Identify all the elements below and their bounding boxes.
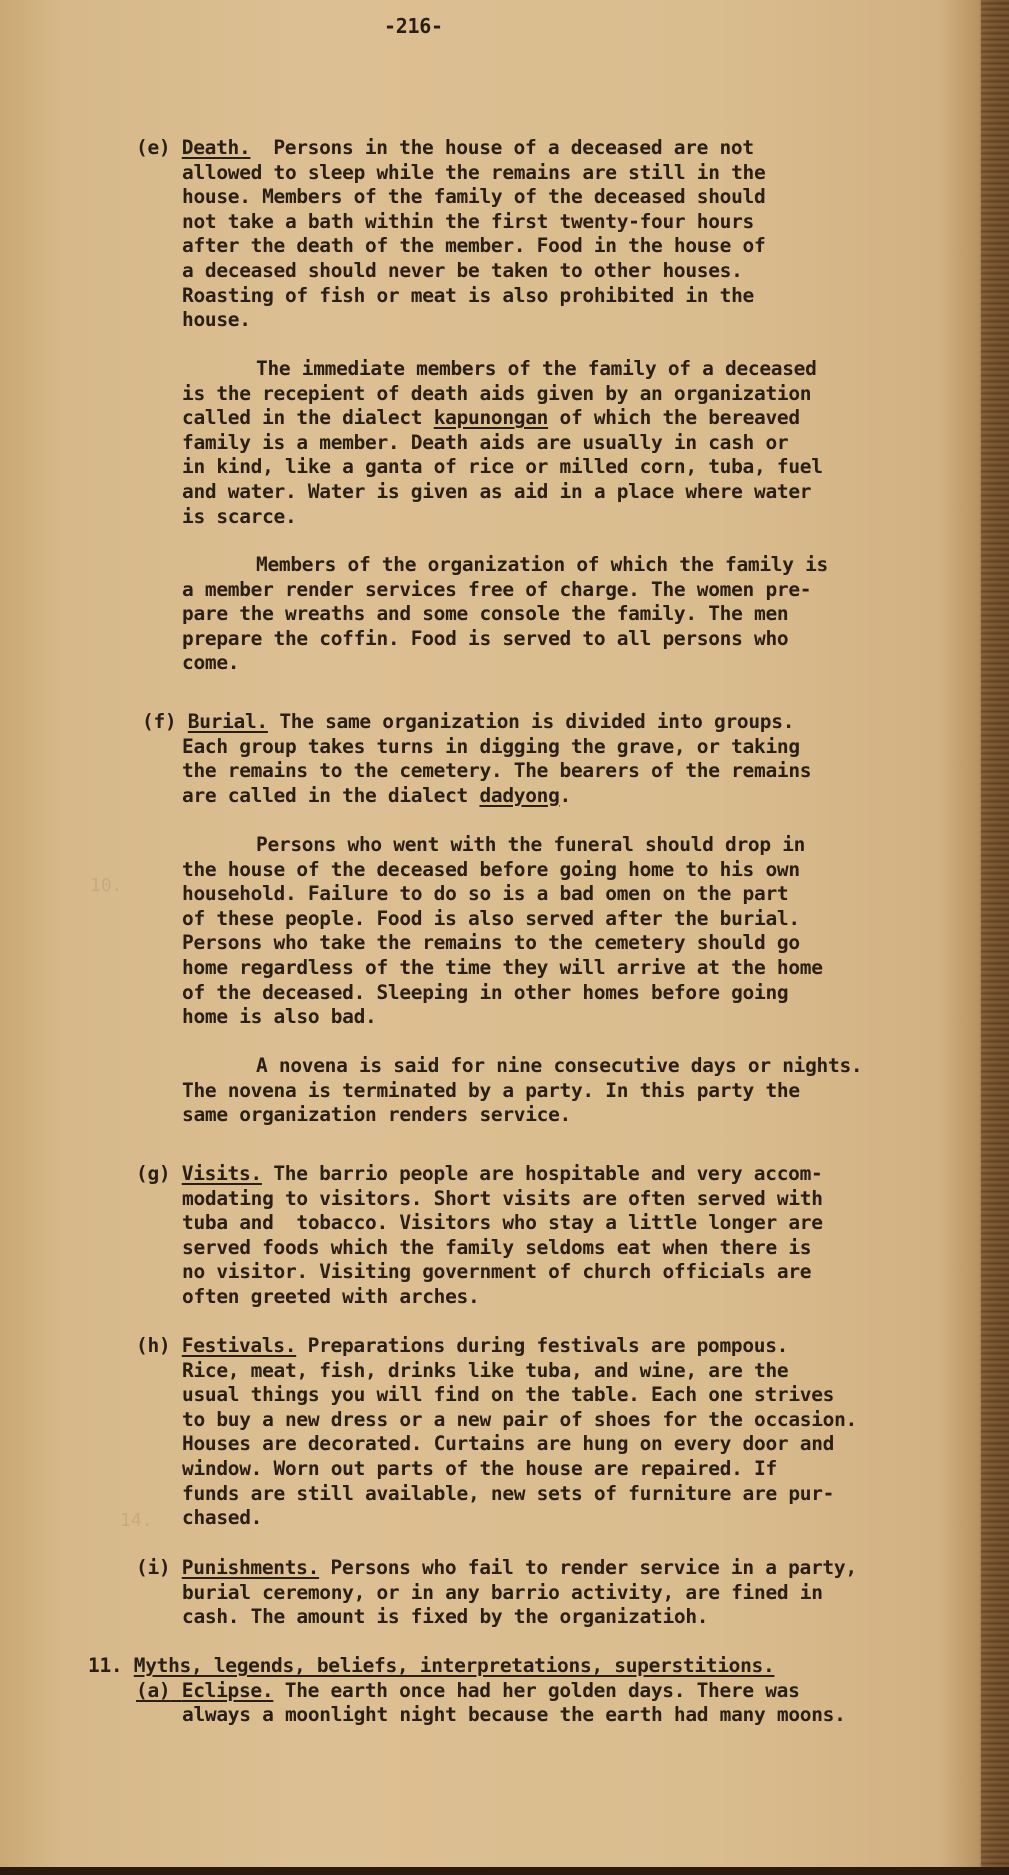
festivals-line-3: usual things you will find on the table. Each one strives	[182, 1383, 835, 1407]
eclipse-line-2: always a moonlight night because the earth had many moons.	[182, 1703, 846, 1727]
burial-para2-line-2: the house of the deceased before going home to his own	[182, 857, 800, 881]
burial-para2-line-5: Persons who take the remains to the cemetery should go	[182, 931, 800, 955]
death-line-0: Persons in the house of a deceased are not	[273, 136, 754, 159]
death-para3-line-5: come.	[182, 651, 240, 675]
visits-label: (g)	[136, 1162, 171, 1185]
death-para2-line-7: is scarce.	[182, 504, 297, 528]
death-para2-line-5: in kind, like a ganta of rice or milled corn, tuba, fuel	[182, 455, 823, 479]
festivals-first-line	[136, 1334, 788, 1359]
burial-para2-line-8: home is also bad.	[182, 1005, 377, 1029]
visits-line-1-rest: The barrio people are hospitable and very accom-	[273, 1162, 823, 1185]
eclipse-line-1-rest: The earth once had her golden days. There was	[284, 1678, 800, 1702]
death-line-2: house. Members of the family of the deceased should	[182, 185, 766, 209]
eclipse-heading: Eclipse.	[181, 1678, 274, 1702]
death-label: (e)	[136, 136, 171, 159]
visits-line-6: often greeted with arches.	[182, 1285, 480, 1308]
death-para3-line-3: pare the wreaths and some console the family. The men	[182, 602, 789, 626]
festivals-line-8: chased.	[182, 1506, 263, 1530]
death-line-6: Roasting of fish or meat is also prohibited in the	[182, 283, 755, 307]
festivals-line-2: Rice, meat, fish, drinks like tuba, and wine, are the	[182, 1358, 789, 1382]
burial-para3-line-2: The novena is terminated by a party. In this party the	[182, 1078, 800, 1102]
punishments-line-3: cash. The amount is fixed by the organizatioh.	[182, 1605, 709, 1629]
death-para2-line-3	[182, 406, 800, 431]
burial-line-1-rest: The same organization is divided into groups.	[279, 710, 795, 733]
death-para2-line-2: is the recepient of death aids given by an organization	[182, 381, 812, 405]
burial-line-4-pre: are called in the dialect	[182, 783, 480, 807]
burial-line-4-post: .	[559, 783, 571, 807]
festivals-line-5: Houses are decorated. Curtains are hung on every door and	[182, 1432, 835, 1456]
death-para2-line-4: family is a member. Death aids are usually in cash or	[182, 430, 789, 454]
page-number: -216-	[384, 14, 443, 38]
burial-first-line	[142, 710, 794, 735]
death-line-4: after the death of the member. Food in the house of	[182, 234, 766, 258]
burial-para2-line-3: household. Failure to do so is a bad omen on the part	[182, 882, 789, 906]
punishments-line-1-rest: Persons who fail to render service in a party,	[330, 1556, 857, 1579]
eclipse-label-heading	[136, 1679, 273, 1702]
bleed-through-mark: 10.	[90, 875, 123, 896]
punishments-heading: Punishments.	[181, 1556, 320, 1579]
burial-para2-line-1: Persons who went with the funeral should drop in	[256, 833, 806, 856]
death-para2-line-3-post: of which the bereaved	[548, 406, 800, 430]
punishments-first-line	[136, 1556, 857, 1581]
eclipse-label: (a)	[136, 1678, 171, 1702]
visits-line-3: tuba and tobacco. Visitors who stay a little longer are	[182, 1211, 823, 1235]
bleed-through-mark: 14.	[120, 1510, 153, 1531]
festivals-line-4: to buy a new dress or a new pair of shoes for the occasion.	[182, 1407, 857, 1431]
binding-spine	[981, 0, 1009, 1875]
festivals-label: (h)	[136, 1334, 171, 1357]
death-line-5: a deceased should never be taken to other houses.	[182, 259, 743, 282]
burial-line-3: the remains to the cemetery. The bearers of the remains	[182, 759, 812, 783]
myths-heading-line	[88, 1654, 774, 1679]
visits-line-4: served foods which the family seldoms eat when there is	[182, 1235, 812, 1259]
death-para3-line-4: prepare the coffin. Food is served to all persons who	[182, 626, 789, 650]
death-first-line	[136, 136, 754, 161]
festivals-heading: Festivals.	[181, 1334, 297, 1357]
punishments-label: (i)	[136, 1556, 171, 1579]
visits-first-line	[136, 1162, 822, 1187]
term-dadyong: dadyong	[479, 783, 560, 807]
death-line-3: not take a bath within the first twenty-four hours	[182, 209, 755, 233]
visits-line-5: no visitor. Visiting government of church officials are	[182, 1260, 812, 1284]
death-para2-line-3-pre: called in the dialect	[182, 406, 434, 430]
burial-line-2: Each group takes turns in digging the grave, or taking	[182, 734, 800, 758]
death-line-7: house.	[182, 308, 251, 332]
visits-heading: Visits.	[181, 1162, 262, 1185]
death-para3-line-1: Members of the organization of which the family is	[256, 553, 829, 576]
burial-label: (f)	[142, 710, 177, 733]
festivals-line-6: window. Worn out parts of the house are repaired. If	[182, 1457, 777, 1480]
term-kapunongan: kapunongan	[433, 406, 549, 430]
death-line-1: allowed to sleep while the remains are still in the	[182, 160, 766, 184]
festivals-line-1-rest: Preparations during festivals are pompous.	[307, 1334, 789, 1357]
burial-para3-line-1: A novena is said for nine consecutive days or nights.	[256, 1054, 863, 1077]
punishments-line-2: burial ceremony, or in any barrio activity, are fined in	[182, 1580, 823, 1604]
burial-heading: Burial.	[187, 710, 268, 733]
burial-para2-line-7: of the deceased. Sleeping in other homes before going	[182, 980, 789, 1004]
burial-para2-line-4: of these people. Food is also served after the burial.	[182, 906, 800, 930]
burial-para2-line-6: home regardless of the time they will arrive at the home	[182, 956, 823, 979]
burial-para3-line-3: same organization renders service.	[182, 1103, 571, 1127]
death-heading: Death.	[181, 136, 251, 159]
eclipse-first-line	[136, 1679, 800, 1704]
myths-number: 11.	[88, 1654, 123, 1677]
visits-line-2: modating to visitors. Short visits are often served with	[182, 1186, 823, 1210]
burial-line-4	[182, 784, 571, 809]
page-bottom-edge	[0, 1867, 1009, 1875]
death-para2-line-6: and water. Water is given as aid in a place where water	[182, 480, 812, 503]
death-para2-line-1: The immediate members of the family of a deceased	[256, 357, 817, 380]
death-para3-line-2: a member render services free of charge. The women pre-	[182, 577, 812, 601]
festivals-line-7: funds are still available, new sets of furniture are pur-	[182, 1481, 835, 1505]
myths-heading: Myths, legends, beliefs, interpretations, superstitions.	[133, 1654, 775, 1677]
